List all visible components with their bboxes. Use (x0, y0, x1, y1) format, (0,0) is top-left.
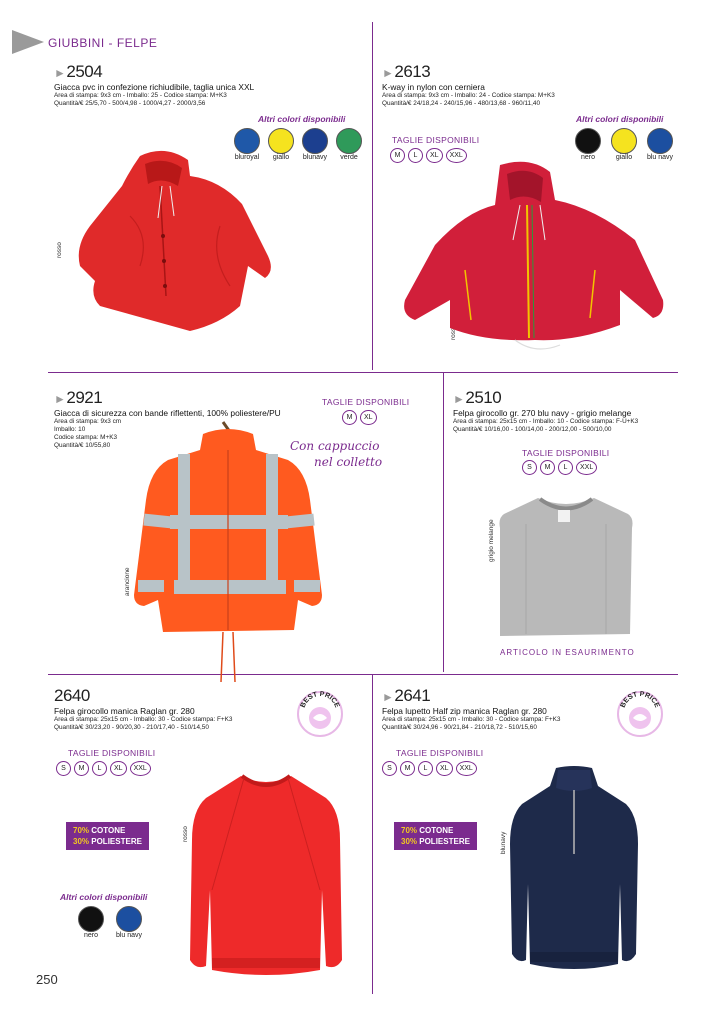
size-option: XXL (456, 761, 477, 776)
product-description: Giacca di sicurezza con bande riflettenti, 100% poliestere/PU (54, 408, 281, 418)
product-2613 (382, 62, 702, 108)
composition-line: 70% COTONE (73, 826, 126, 835)
size-option: M (342, 410, 357, 425)
size-option: XXL (130, 761, 151, 776)
color-swatches-2613 (570, 128, 678, 161)
product-image-2640-red-sweatshirt (186, 770, 346, 980)
sizes-2921 (342, 410, 377, 425)
size-option: M (390, 148, 405, 163)
size-option: S (382, 761, 397, 776)
product-detail: Area di stampa: 25x15 cm - Imballo: 30 - Codice stampa: F+K3 (382, 716, 561, 723)
sizes-title: TAGLIE DISPONIBILI (68, 748, 156, 758)
swatch-label: giallo (615, 154, 633, 161)
size-option: S (56, 761, 71, 776)
product-code: ►2613 (382, 62, 431, 81)
product-prices: Quantità/€ 10/16,00 - 100/14,00 - 200/12,00 - 500/10,00 (453, 426, 612, 433)
product-detail: Area di stampa: 9x3 cm (54, 418, 122, 425)
size-option: XXL (446, 148, 467, 163)
color-swatch (78, 906, 104, 932)
product-description: Felpa girocollo manica Raglan gr. 280 (54, 706, 195, 716)
size-option: XL (426, 148, 443, 163)
color-label: grigio melange (488, 519, 495, 562)
divider-vertical-middle (443, 372, 444, 672)
swatch-label: blu navy (646, 154, 674, 161)
swatch-item (298, 128, 332, 161)
size-option: M (74, 761, 89, 776)
product-detail: Area di stampa: 9x3 cm - Imballo: 24 - Codice stampa: M+K3 (382, 92, 555, 99)
swatch-label: nero (83, 932, 98, 939)
badge-text: BEST PRICE (619, 690, 661, 709)
sizes-2510 (522, 460, 597, 475)
product-code: ►2921 (54, 388, 103, 407)
product-description: Giacca pvc in confezione richiudibile, taglia unica XXL (54, 82, 255, 92)
product-detail: Area di stampa: 25x15 cm - Imballo: 30 - Codice stampa: F+K3 (54, 716, 233, 723)
product-code: ►2504 (54, 62, 103, 81)
composition-line: 70% COTONE (401, 826, 454, 835)
product-detail: Area di stampa: 9x3 cm - Imballo: 25 - Codice stampa: M+K3 (54, 92, 227, 99)
swatch-item (606, 128, 642, 161)
sizes-title: TAGLIE DISPONIBILI (396, 748, 484, 758)
section-arrow-icon (12, 30, 44, 54)
swatch-label: blunavy (302, 154, 328, 161)
product-prices: Quantità/€ 30/23,20 - 90/20,30 - 210/17,40 - 510/14,50 (54, 724, 209, 731)
product-image-2641-navy-halfzip (508, 764, 640, 976)
section-title: GIUBBINI - FELPE (48, 36, 158, 50)
composition-line: 30% POLIESTERE (401, 837, 470, 846)
size-option: M (540, 460, 555, 475)
product-prices: Quantità/€ 10/55,80 (54, 442, 111, 449)
product-prices: Quantità/€ 25/5,70 - 500/4,98 - 1000/4,27 - 2000/3,56 (54, 100, 206, 107)
color-label: blunavy (500, 831, 507, 854)
product-detail: Area di stampa: 25x15 cm - Imballo: 10 - Codice stampa: F-U+K3 (453, 418, 639, 425)
size-option: XXL (576, 460, 597, 475)
color-label: rosso (182, 826, 189, 842)
product-image-2504-red-pvc-jacket (70, 146, 280, 336)
swatch-label: verde (340, 154, 358, 161)
sizes-2641 (382, 761, 477, 776)
swatch-label: bluroyal (234, 154, 260, 161)
size-option: M (400, 761, 415, 776)
other-colors-title: Altri colori disponibili (258, 114, 346, 124)
hood-note-line: nel colletto (314, 455, 383, 469)
product-code: ►2510 (453, 388, 502, 407)
composition-line: 30% POLIESTERE (73, 837, 142, 846)
swatch-label: blu navy (115, 932, 143, 939)
swatch-item (332, 128, 366, 161)
color-swatches-2640 (74, 906, 146, 939)
color-swatch (575, 128, 601, 154)
divider-horizontal-1 (48, 372, 678, 373)
size-option: XL (436, 761, 453, 776)
swatch-label: giallo (272, 154, 290, 161)
product-detail: Codice stampa: M+K3 (54, 434, 118, 441)
hood-note-line: Con cappuccio (290, 439, 380, 453)
product-image-2510-grey-sweatshirt (496, 494, 636, 642)
product-2510 (453, 388, 713, 434)
product-code: ►2641 (382, 686, 431, 705)
size-option: S (522, 460, 537, 475)
sizes-2640 (56, 761, 151, 776)
color-swatch (647, 128, 673, 154)
composition-box (66, 822, 149, 850)
color-swatch (302, 128, 328, 154)
product-prices: Quantità/€ 30/24,96 - 90/21,84 - 210/18,72 - 510/15,60 (382, 724, 537, 731)
best-price-badge (296, 690, 344, 738)
product-description: Felpa girocollo gr. 270 blu navy - grigio melange (453, 408, 632, 418)
swatch-item (642, 128, 678, 161)
sizes-title: TAGLIE DISPONIBILI (392, 135, 480, 145)
size-option: L (418, 761, 433, 776)
product-description: Felpa lupetto Half zip manica Raglan gr. 280 (382, 706, 547, 716)
other-colors-title: Altri colori disponibili (60, 892, 148, 902)
color-label: rosso (56, 242, 63, 258)
composition-box (394, 822, 477, 850)
other-colors-title: Altri colori disponibili (576, 114, 664, 124)
badge-text: BEST PRICE (299, 690, 341, 709)
sizes-title: TAGLIE DISPONIBILI (322, 397, 410, 407)
swatch-item (570, 128, 606, 161)
swatch-item (74, 906, 108, 939)
status-note: ARTICOLO IN ESAURIMENTO (500, 648, 635, 657)
product-prices: Quantità/€ 24/18,24 - 240/15,96 - 480/13,68 - 960/11,40 (382, 100, 540, 107)
size-option: L (408, 148, 423, 163)
product-detail: Imballo: 10 (54, 426, 86, 433)
product-image-2921-safety-jacket (128, 420, 328, 690)
product-2504 (54, 62, 364, 108)
product-description: K-way in nylon con cerniera (382, 82, 485, 92)
color-label: arancione (124, 567, 131, 596)
sizes-title: TAGLIE DISPONIBILI (522, 448, 610, 458)
color-swatch (336, 128, 362, 154)
size-option: XL (110, 761, 127, 776)
swatch-item (112, 906, 146, 939)
swatch-label: nero (580, 154, 595, 161)
product-code: 2640 (54, 686, 90, 705)
color-swatch (611, 128, 637, 154)
divider-vertical-top (372, 22, 373, 370)
size-option: XL (360, 410, 377, 425)
color-swatch (116, 906, 142, 932)
best-price-badge (616, 690, 664, 738)
color-label: rosso (450, 324, 457, 340)
size-option: L (92, 761, 107, 776)
size-option: L (558, 460, 573, 475)
product-image-2613-red-kway (395, 160, 670, 360)
page-number: 250 (36, 972, 58, 987)
divider-vertical-bottom (372, 674, 373, 994)
